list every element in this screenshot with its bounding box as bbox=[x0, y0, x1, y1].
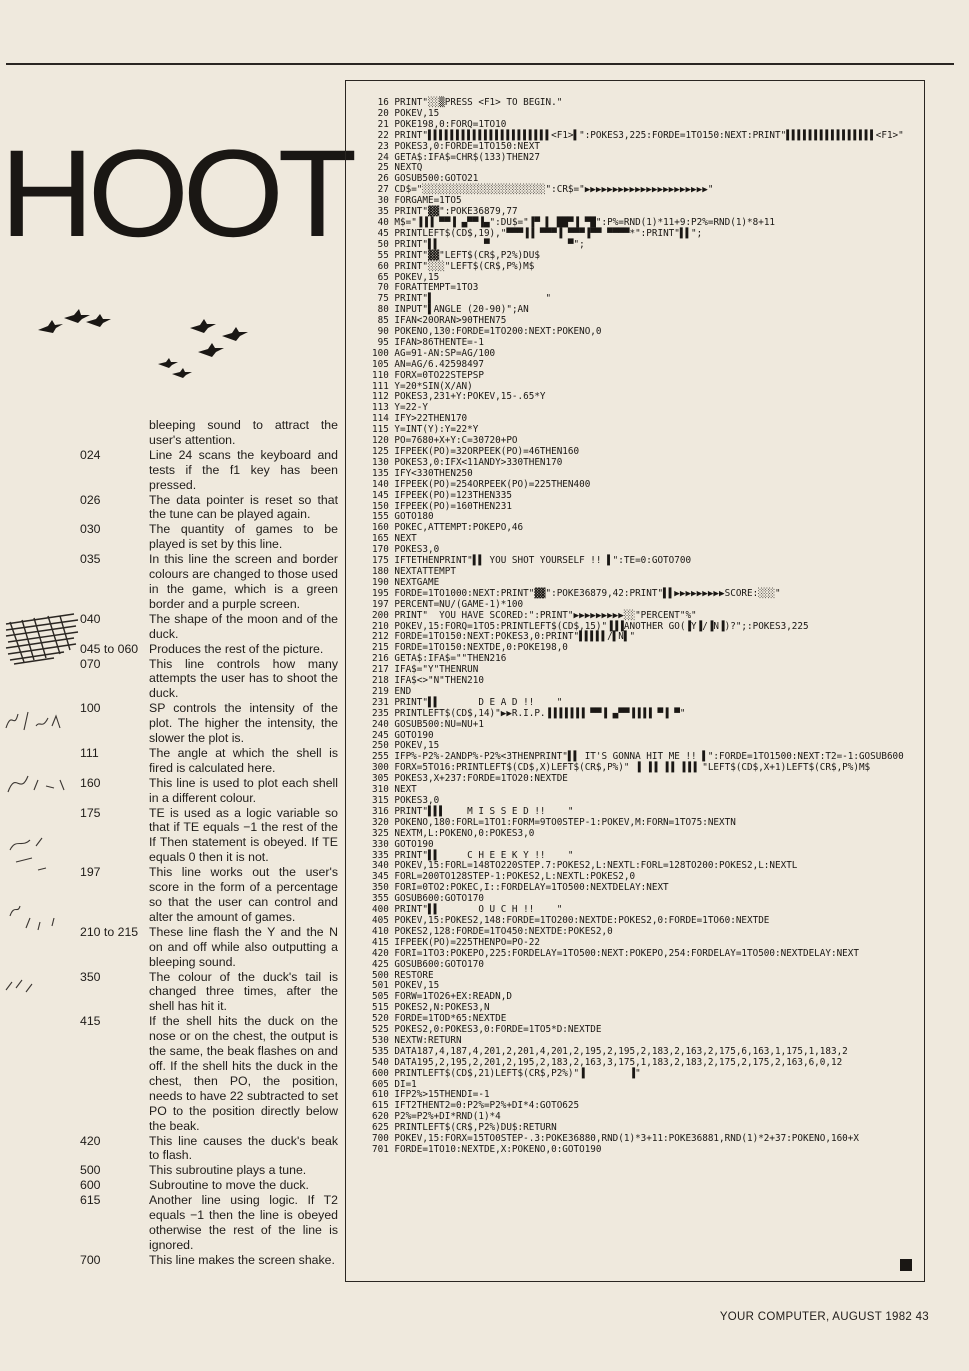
note-text: The shape of the moon and of the duck. bbox=[149, 611, 338, 641]
note-line-number: 500 bbox=[80, 1163, 101, 1178]
note-text: The data pointer is reset so that the tune can be played again. bbox=[149, 492, 338, 522]
note-text: The quantity of games to be played is set by this line. bbox=[149, 522, 338, 552]
note-text: This line makes the screen shake. bbox=[149, 1252, 335, 1267]
listing-line: 155 GOTO180 bbox=[372, 511, 434, 523]
note-text: In this line the screen and border colours are changed to those used in the game, which is a green border and a purple screen. bbox=[149, 552, 338, 611]
listing-line: 25 NEXTQ bbox=[372, 162, 423, 174]
note-item bbox=[80, 746, 338, 776]
note-line-number: 111 bbox=[80, 745, 99, 760]
listing-line: 355 GOSUB600:GOTO170 bbox=[372, 893, 484, 905]
article-title: HOOT bbox=[0, 125, 351, 263]
note-text: This line works out the user's score in the form of a percentage so that the user can control and alter the amount of games. bbox=[149, 865, 338, 924]
listing-line: 210 POKEV,15:FORQ=1TO5:PRINTLEFT$(CD$,15)"▐▐▐ANOTHER GO(▐Y▐/▐N▐)?";:POKES3,225 bbox=[372, 620, 809, 632]
listing-line: 175 IFTETHENPRINT"▌▌ YOU SHOT YOURSELF !! ▌":TE=0:GOTO700 bbox=[372, 555, 692, 567]
listing-line: 50 PRINT"▌▌ ▀ ▀"; bbox=[372, 238, 585, 250]
listing-line: 190 NEXTGAME bbox=[372, 576, 440, 588]
note-text: The colour of the duck's tail is changed three times, after the shell has hit it. bbox=[149, 969, 338, 1014]
note-line-number: 024 bbox=[80, 447, 101, 462]
listing-line: 218 IFA$<>"N"THEN210 bbox=[372, 675, 484, 687]
listing-line: 26 GOSUB500:GOTO21 bbox=[372, 173, 479, 185]
listing-line: 245 GOTO190 bbox=[372, 729, 434, 741]
listing-line: 114 IFY>22THEN170 bbox=[372, 413, 468, 425]
listing-line: 120 PO=7680+X+Y:C=30720+PO bbox=[372, 435, 518, 447]
listing-line: 45 PRINTLEFT$(CD$,19),"▀▀▀▐▐ ▀▀▀▐ ▀▀▀▐▀▀ ▀▀▀▀*":PRINT"▌▌"; bbox=[372, 227, 703, 239]
note-item bbox=[80, 701, 338, 746]
listing-line: 315 POKES3,0 bbox=[372, 795, 440, 806]
listing-line: 350 FORI=0TO2:POKEC,I::FORDELAY=1TO500:NEXTDELAY:NEXT bbox=[372, 882, 669, 894]
listing-line: 335 PRINT"▌▌ C H E E K Y !! " bbox=[372, 849, 574, 861]
note-line-number: 420 bbox=[80, 1133, 101, 1148]
listing-line: 105 AN=AG/6.42598497 bbox=[372, 358, 484, 370]
note-item bbox=[80, 493, 338, 523]
note-item bbox=[80, 1014, 338, 1133]
listing-line: 219 END bbox=[372, 685, 412, 697]
note-item bbox=[80, 657, 338, 702]
listing-line: 320 POKENO,180:FORL=1TO1:FORM=9TO0STEP-1:POKEV,M:FORN=1TO75:NEXTN bbox=[372, 816, 736, 828]
note-text: The angle at which the shell is fired is calculated here. bbox=[149, 745, 338, 775]
listing-line: 197 PERCENT=NU/(GAME-1)*100 bbox=[372, 598, 524, 610]
note-item bbox=[80, 925, 338, 970]
note-line-number: 350 bbox=[80, 969, 101, 984]
note-line-number: 026 bbox=[80, 492, 101, 507]
program-listing bbox=[372, 98, 917, 1156]
listing-line: 330 GOTO190 bbox=[372, 838, 434, 850]
listing-line: 111 Y=20*SIN(X/AN) bbox=[372, 380, 473, 392]
note-line-number: 160 bbox=[80, 775, 101, 790]
listing-line: 530 NEXTW:RETURN bbox=[372, 1034, 462, 1046]
note-text: This subroutine plays a tune. bbox=[149, 1163, 307, 1178]
listing-line: 180 NEXTATTEMPT bbox=[372, 565, 456, 577]
listing-line: 23 POKES3,0:FORDE=1TO150:NEXT bbox=[372, 140, 540, 152]
listing-line: 110 FORX=0TO22STEPSP bbox=[372, 369, 484, 381]
listing-line: 16 PRINT"░░▒PRESS <F1> TO BEGIN." bbox=[372, 97, 563, 108]
listing-line: 212 FORDE=1TO150:NEXT:POKES3,0:PRINT"▌▌▌▌▌/▌N▌" bbox=[372, 631, 636, 643]
note-item bbox=[80, 1253, 338, 1268]
listing-line: 520 FORDE=1TOD*65:NEXTDE bbox=[372, 1013, 507, 1025]
note-text: TE is used as a logic variable so that if TE equals −1 the rest of the If Then statement is obeyed. If TE equals 0 then it is not. bbox=[149, 805, 338, 865]
note-line-number: 035 bbox=[80, 552, 101, 567]
listing-line: 600 PRINTLEFT$(CD$,21)LEFT$(CR$,P2%)"▐ ▐" bbox=[372, 1067, 641, 1079]
listing-line: 125 IFPEEK(PO)=32ORPEEK(PO)=46THEN160 bbox=[372, 446, 580, 457]
note-line-number: 600 bbox=[80, 1178, 101, 1193]
listing-line: 217 IFA$="Y"THENRUN bbox=[372, 664, 479, 676]
listing-line: 610 IFP2%>15THENDI=-1 bbox=[372, 1089, 490, 1101]
note-text: Another line using logic. If T2 equals −1 then the line is obeyed otherwise the rest of the line is ignored. bbox=[149, 1193, 338, 1252]
listing-line: 235 PRINTLEFT$(CD$,14)"▶▶R.I.P.▐▐▐▐▐▐▐ ▀▀▐ ▄▀▀▐▐▐▐ ▀▐ ▀" bbox=[372, 707, 686, 719]
listing-line: 615 IFT2THENT2=0:P2%=P2%+DI*4:GOTO625 bbox=[372, 1100, 580, 1112]
note-text: Subroutine to move the duck. bbox=[149, 1178, 309, 1193]
top-rule bbox=[6, 63, 954, 65]
listing-line: 535 DATA187,4,187,4,201,2,201,4,201,2,195,2,195,2,183,2,163,2,175,6,163,1,175,1,183,2 bbox=[372, 1045, 848, 1057]
listing-line: 90 POKENO,130:FORDE=1TO200:NEXT:POKENO,0 bbox=[372, 326, 602, 338]
listing-line: 160 POKEC,ATTEMPT:POKEPO,46 bbox=[372, 522, 524, 534]
note-line-number: 070 bbox=[80, 656, 101, 671]
note-item bbox=[80, 522, 338, 552]
listing-line: 250 POKEV,15 bbox=[372, 740, 440, 752]
note-line-number: 415 bbox=[80, 1014, 101, 1029]
listing-line: 165 NEXT bbox=[372, 533, 417, 545]
listing-line: 505 FORW=1TO26+EX:READN,D bbox=[372, 991, 512, 1003]
listing-line: 605 DI=1 bbox=[372, 1078, 417, 1090]
note-text: SP controls the intensity of the plot. The higher the intensity, the slower the plot is. bbox=[149, 701, 338, 746]
listing-line: 130 POKES3,0:IFX<11ANDY>330THEN170 bbox=[372, 456, 563, 468]
note-item bbox=[80, 642, 338, 657]
listing-line: 200 PRINT" YOU HAVE SCORED:":PRINT"▶▶▶▶▶▶▶▶▶░░"PERCENT"%" bbox=[372, 609, 697, 621]
listing-line: 115 Y=INT(Y):Y=22*Y bbox=[372, 424, 479, 436]
note-line-number: 197 bbox=[80, 865, 101, 880]
listing-line: 525 POKES2,0:POKES3,0:FORDE=1TO5*D:NEXTDE bbox=[372, 1024, 602, 1036]
listing-line: 80 INPUT"▌ANGLE (20-90)";AN bbox=[372, 304, 529, 316]
listing-line: 170 POKES3,0 bbox=[372, 544, 440, 556]
listing-line: 701 FORDE=1TO10:NEXTDE,X:POKENO,0:GOTO190 bbox=[372, 1144, 602, 1155]
listing-line: 415 IFPEEK(PO)=225THENPO=PO-22 bbox=[372, 936, 540, 948]
note-text: These line flash the Y and the N on and off while also outputting a bleeping sound. bbox=[149, 924, 338, 969]
listing-line: 113 Y=22-Y bbox=[372, 402, 428, 414]
listing-line: 27 CD$="░░░░░░░░░░░░░░░░░░░░░░":CR$="▶▶▶▶▶▶▶▶▶▶▶▶▶▶▶▶▶▶▶▶▶▶" bbox=[372, 184, 714, 196]
note-text: Produces the rest of the picture. bbox=[149, 641, 324, 656]
listing-line: 24 GETA$:IFA$=CHR$(133)THEN27 bbox=[372, 151, 540, 163]
listing-line: 135 IFY<330THEN250 bbox=[372, 467, 473, 479]
listing-line: 515 POKES2,N:POKES3,N bbox=[372, 1002, 490, 1014]
listing-line: 340 POKEV,15:FORL=148TO220STEP.7:POKES2,L:NEXTL:FORL=128TO200:POKES2,L:NEXTL bbox=[372, 860, 798, 872]
listing-line: 145 IFPEEK(PO)=123THEN335 bbox=[372, 489, 512, 501]
pencil-scribbles bbox=[2, 700, 80, 1000]
listing-line: 310 NEXT bbox=[372, 784, 417, 796]
listing-line: 112 POKES3,231+Y:POKEV,15-.65*Y bbox=[372, 391, 546, 403]
listing-line: 500 RESTORE bbox=[372, 969, 434, 981]
note-item bbox=[80, 448, 338, 493]
note-text: This line causes the duck's beak to flash. bbox=[149, 1133, 338, 1163]
note-text: bleeping sound to attract the user's attention. bbox=[149, 418, 338, 447]
listing-line: 255 IFP%-P2%-2ANDP%-P2%<3THENPRINT"▌▌ IT'S GONNA HIT ME !! ▌":FORDE=1TO1500:NEXT:T2=-1:GOSUB600 bbox=[372, 751, 904, 763]
listing-line: 620 P2%=P2%+DI*RND(1)*4 bbox=[372, 1111, 501, 1123]
listing-line: 405 POKEV,15:POKES2,148:FORDE=1TO200:NEXTDE:POKES2,0:FORDE=1TO60:NEXTDE bbox=[372, 914, 770, 926]
listing-line: 40 M$="▐▐▐ ▀▀▐ ▄▀▀▐▄":DU$="▐▀ ▌ ██▀▐ ▀█":P%=RND(1)*11+9:P2%=RND(1)*8+11 bbox=[372, 216, 776, 228]
listing-line: 501 POKEV,15 bbox=[372, 980, 440, 992]
listing-line: 325 NEXTM,L:POKENO,0:POKES3,0 bbox=[372, 827, 535, 839]
listing-line: 240 GOSUB500:NU=NU+1 bbox=[372, 718, 484, 730]
listing-line: 65 POKEV,15 bbox=[372, 271, 440, 283]
listing-line: 140 IFPEEK(PO)=254ORPEEK(PO)=225THEN400 bbox=[372, 478, 591, 490]
listing-line: 300 FORX=5TO16:PRINTLEFT$(CD$,X)LEFT$(CR$,P%)" ▐ ▐▐ ▐▐ ▐▐▐ "LEFT$(CD$,X+1)LEFT$(CR$,P%)M$ bbox=[372, 762, 871, 774]
listing-line: 700 POKEV,15:FORX=15TO0STEP-.3:POKE36880,RND(1)*3+11:POKE36881,RND(1)*2+37:POKENO,160+X bbox=[372, 1133, 859, 1145]
note-text: If the shell hits the duck on the nose or on the chest, the output is the same, the beak flashes on and off. If the shell hits the duck in the chest, then PO, the position, needs to have 22 subtracted to set PO to the position directly below the beak. bbox=[149, 1014, 338, 1133]
listing-line: 345 FORL=200TO128STEP-1:POKES2,L:NEXTL:POKES2,0 bbox=[372, 871, 636, 883]
page-footer: YOUR COMPUTER, AUGUST 1982 43 bbox=[719, 1311, 929, 1323]
note-item bbox=[80, 552, 338, 612]
listing-line: 150 IFPEEK(PO)=160THEN231 bbox=[372, 500, 512, 512]
note-item bbox=[80, 970, 338, 1015]
listing-line: 305 POKES3,X+237:FORDE=1TO20:NEXTDE bbox=[372, 773, 568, 785]
listing-line: 420 FORI=1TO3:POKEPO,225:FORDELAY=1TO500:NEXT:POKEPO,254:FORDELAY=1TO500:NEXTDELAY:NEXT bbox=[372, 947, 859, 959]
note-text: This line is used to plot each shell in a different colour. bbox=[149, 775, 338, 805]
note-line-number: 100 bbox=[80, 701, 101, 716]
end-of-listing-marker bbox=[900, 1259, 912, 1271]
note-text: This line controls how many attempts the user has to shoot the duck. bbox=[149, 656, 338, 701]
note-text: Line 24 scans the keyboard and tests if the f1 key has been pressed. bbox=[149, 447, 338, 492]
note-line-number: 615 bbox=[80, 1193, 101, 1208]
note-item bbox=[80, 1134, 338, 1164]
listing-line: 215 FORDE=1TO150:NEXTDE,0:POKE198,0 bbox=[372, 642, 568, 654]
listing-line: 195 FORDE=1TO1000:NEXT:PRINT"▓▓":POKE36879,42:PRINT"▌▌▶▶▶▶▶▶▶▶▶SCORE:░░░" bbox=[372, 587, 781, 599]
listing-line: 35 PRINT"▓▓":POKE36879,77 bbox=[372, 206, 518, 218]
note-line-number: 700 bbox=[80, 1252, 101, 1267]
listing-line: 21 POKE198,0:FORQ=1TO10 bbox=[372, 118, 507, 130]
note-item bbox=[80, 776, 338, 806]
listing-line: 85 IFAN<20ORAN>90THEN75 bbox=[372, 315, 507, 327]
listing-line: 30 FORGAME=1TO5 bbox=[372, 195, 462, 207]
listing-line: 216 GETA$:IFA$=""THEN216 bbox=[372, 653, 507, 665]
listing-line: 410 POKES2,128:FORDE=1TO450:NEXTDE:POKES2,0 bbox=[372, 925, 613, 937]
listing-line: 55 PRINT"▓▓"LEFT$(CR$,P2%)DU$ bbox=[372, 249, 540, 261]
note-item bbox=[80, 1163, 338, 1178]
note-item bbox=[80, 865, 338, 925]
listing-line: 22 PRINT"▌▌▌▌▌▌▌▌▌▌▌▌▌▌▌▌▌▌▌▌▌▌<F1>▌":POKES3,225:FORDE=1TO150:NEXT:PRINT"▌▌▌▌▌▌▌▌▌▌▌▌▌▌▌▌<F1>" bbox=[372, 129, 904, 141]
note-line-number: 030 bbox=[80, 522, 101, 537]
note-item bbox=[80, 612, 338, 642]
flying-ducks-illustration bbox=[30, 300, 270, 390]
scribble-mark bbox=[4, 612, 80, 668]
listing-line: 540 DATA195,2,195,2,201,2,195,2,183,2,163,3,175,1,183,2,183,2,175,2,175,2,163,6,0,12 bbox=[372, 1056, 843, 1068]
listing-line: 400 PRINT"▌▌ O U C H !! " bbox=[372, 904, 563, 916]
note-item bbox=[80, 418, 338, 448]
listing-line: 20 POKEV,15 bbox=[372, 107, 440, 119]
listing-line: 625 PRINTLEFT$(CR$,P2%)DU$:RETURN bbox=[372, 1122, 557, 1134]
note-item bbox=[80, 806, 338, 866]
listing-line: 316 PRINT"▌▌▌ M I S S E D !! " bbox=[372, 805, 574, 817]
note-line-number: 210 to 215 bbox=[80, 924, 139, 939]
listing-line: 75 PRINT"▌ " bbox=[372, 293, 552, 305]
note-item bbox=[80, 1178, 338, 1193]
listing-line: 231 PRINT"▌▌ D E A D !! " bbox=[372, 696, 563, 708]
listing-line: 100 AG=91-AN:SP=AG/100 bbox=[372, 347, 496, 359]
note-line-number: 045 to 060 bbox=[80, 641, 139, 656]
listing-line: 70 FORATTEMPT=1TO3 bbox=[372, 282, 479, 294]
note-line-number: 040 bbox=[80, 611, 101, 626]
listing-line: 60 PRINT"░░░"LEFT$(CR$,P%)M$ bbox=[372, 260, 535, 272]
note-line-number: 175 bbox=[80, 805, 101, 820]
listing-line: 425 GOSUB600:GOTO170 bbox=[372, 958, 484, 970]
notes-column bbox=[80, 418, 338, 1268]
listing-line: 95 IFAN>86THENTE=-1 bbox=[372, 336, 484, 348]
note-item bbox=[80, 1193, 338, 1253]
